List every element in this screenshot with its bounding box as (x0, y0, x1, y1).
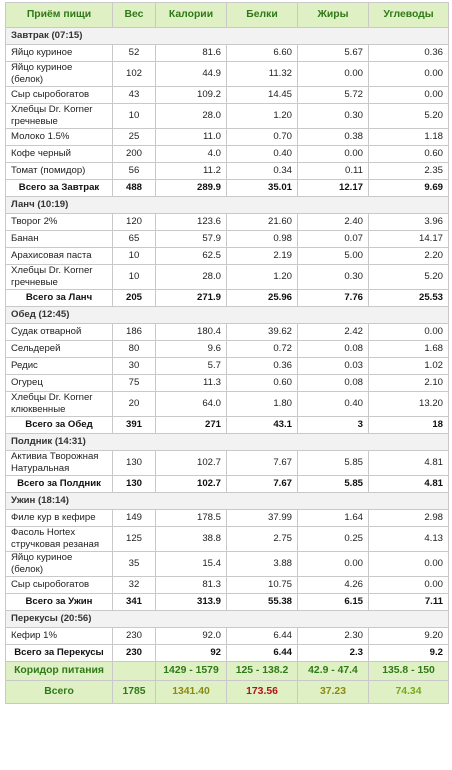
meal-total-label: Всего за Полдник (6, 476, 113, 493)
meal-total-fat: 6.15 (298, 594, 369, 611)
meal-total-label: Всего за Ужин (6, 594, 113, 611)
food-fat: 0.25 (298, 527, 369, 552)
header-carbs[interactable]: Углеводы (369, 3, 449, 28)
food-carbs: 14.17 (369, 231, 449, 248)
meal-total-weight: 205 (113, 290, 156, 307)
meal-total-row (6, 476, 449, 493)
food-fat: 5.00 (298, 248, 369, 265)
food-weight: 200 (113, 146, 156, 163)
food-calories: 178.5 (156, 510, 227, 527)
food-weight: 52 (113, 45, 156, 62)
food-weight: 35 (113, 552, 156, 577)
food-calories: 81.3 (156, 577, 227, 594)
corridor-row (6, 662, 449, 681)
food-carbs: 0.00 (369, 324, 449, 341)
food-calories: 64.0 (156, 392, 227, 417)
food-fat: 0.00 (298, 62, 369, 87)
meal-total-weight: 391 (113, 417, 156, 434)
food-weight: 125 (113, 527, 156, 552)
food-protein: 37.99 (227, 510, 298, 527)
food-calories: 123.6 (156, 214, 227, 231)
food-row[interactable] (6, 375, 449, 392)
food-protein: 2.19 (227, 248, 298, 265)
header-meal[interactable]: Приём пищи (6, 3, 113, 28)
grand-total-row (6, 681, 449, 704)
food-row[interactable] (6, 527, 449, 552)
food-name[interactable]: Кефир 1% (6, 628, 113, 645)
table-header-row (6, 3, 449, 28)
header-calories[interactable]: Калории (156, 3, 227, 28)
food-protein: 14.45 (227, 87, 298, 104)
food-name[interactable]: Редис (6, 358, 113, 375)
food-calories: 28.0 (156, 104, 227, 129)
meal-total-calories: 92 (156, 645, 227, 662)
food-name[interactable]: Хлебцы Dr. Korner клюквенные (6, 392, 113, 417)
grand-total-protein: 173.56 (227, 681, 298, 704)
food-protein: 0.40 (227, 146, 298, 163)
food-name[interactable]: Арахисовая паста (6, 248, 113, 265)
food-name[interactable]: Сельдерей (6, 341, 113, 358)
food-calories: 102.7 (156, 451, 227, 476)
food-carbs: 5.20 (369, 265, 449, 290)
meal-title: Ланч (10:19) (6, 197, 449, 214)
food-carbs: 2.35 (369, 163, 449, 180)
corridor-carbs: 135.8 - 150 (369, 662, 449, 681)
meal-total-protein: 43.1 (227, 417, 298, 434)
food-name[interactable]: Яйцо куриное (белок) (6, 62, 113, 87)
food-carbs: 4.81 (369, 451, 449, 476)
food-name[interactable]: Активиа Творожная Натуральная (6, 451, 113, 476)
food-fat: 1.64 (298, 510, 369, 527)
food-row[interactable] (6, 163, 449, 180)
food-fat: 0.38 (298, 129, 369, 146)
food-calories: 11.3 (156, 375, 227, 392)
corridor-label: Коридор питания (6, 662, 113, 681)
food-protein: 0.70 (227, 129, 298, 146)
corridor-fat: 42.9 - 47.4 (298, 662, 369, 681)
food-weight: 75 (113, 375, 156, 392)
meal-total-fat: 3 (298, 417, 369, 434)
meal-total-weight: 341 (113, 594, 156, 611)
meal-title: Ужин (18:14) (6, 493, 449, 510)
food-row[interactable] (6, 146, 449, 163)
food-row[interactable] (6, 214, 449, 231)
meal-title: Завтрак (07:15) (6, 28, 449, 45)
food-calories: 38.8 (156, 527, 227, 552)
food-carbs: 0.36 (369, 45, 449, 62)
food-protein: 1.80 (227, 392, 298, 417)
food-weight: 10 (113, 104, 156, 129)
food-carbs: 1.18 (369, 129, 449, 146)
food-protein: 1.20 (227, 104, 298, 129)
meal-total-protein: 6.44 (227, 645, 298, 662)
food-fat: 5.72 (298, 87, 369, 104)
food-name[interactable]: Томат (помидор) (6, 163, 113, 180)
meal-title: Обед (12:45) (6, 307, 449, 324)
food-name[interactable]: Яйцо куриное (6, 45, 113, 62)
meal-total-row (6, 417, 449, 434)
meal-total-row (6, 645, 449, 662)
meal-total-protein: 35.01 (227, 180, 298, 197)
corridor-protein: 125 - 138.2 (227, 662, 298, 681)
food-fat: 0.00 (298, 552, 369, 577)
food-calories: 11.2 (156, 163, 227, 180)
food-row[interactable] (6, 87, 449, 104)
corridor-calories: 1429 - 1579 (156, 662, 227, 681)
food-fat: 4.26 (298, 577, 369, 594)
food-weight: 102 (113, 62, 156, 87)
food-calories: 44.9 (156, 62, 227, 87)
food-protein: 1.20 (227, 265, 298, 290)
meal-total-label: Всего за Обед (6, 417, 113, 434)
food-weight: 32 (113, 577, 156, 594)
food-row[interactable] (6, 129, 449, 146)
food-carbs: 2.20 (369, 248, 449, 265)
food-name[interactable]: Банан (6, 231, 113, 248)
food-weight: 120 (113, 214, 156, 231)
food-carbs: 0.00 (369, 87, 449, 104)
food-weight: 43 (113, 87, 156, 104)
food-row[interactable] (6, 324, 449, 341)
header-weight[interactable]: Вес (113, 3, 156, 28)
food-fat: 0.30 (298, 265, 369, 290)
food-weight: 25 (113, 129, 156, 146)
meal-total-protein: 55.38 (227, 594, 298, 611)
meal-total-fat: 5.85 (298, 476, 369, 493)
food-row[interactable] (6, 577, 449, 594)
food-name[interactable]: Фасоль Hortex стручковая резаная (6, 527, 113, 552)
food-calories: 5.7 (156, 358, 227, 375)
food-protein: 0.60 (227, 375, 298, 392)
food-weight: 20 (113, 392, 156, 417)
food-calories: 57.9 (156, 231, 227, 248)
food-weight: 30 (113, 358, 156, 375)
meal-total-label: Всего за Перекусы (6, 645, 113, 662)
food-protein: 11.32 (227, 62, 298, 87)
food-carbs: 0.00 (369, 577, 449, 594)
food-row[interactable] (6, 104, 449, 129)
food-protein: 0.34 (227, 163, 298, 180)
food-calories: 180.4 (156, 324, 227, 341)
food-name[interactable]: Молоко 1.5% (6, 129, 113, 146)
food-row[interactable] (6, 628, 449, 645)
food-calories: 4.0 (156, 146, 227, 163)
food-calories: 11.0 (156, 129, 227, 146)
meal-title: Полдник (14:31) (6, 434, 449, 451)
food-protein: 39.62 (227, 324, 298, 341)
table-body (6, 28, 449, 662)
food-weight: 80 (113, 341, 156, 358)
food-carbs: 3.96 (369, 214, 449, 231)
food-protein: 10.75 (227, 577, 298, 594)
food-name[interactable]: Кофе черный (6, 146, 113, 163)
food-carbs: 13.20 (369, 392, 449, 417)
meal-total-carbs: 7.11 (369, 594, 449, 611)
food-fat: 0.03 (298, 358, 369, 375)
food-fat: 0.08 (298, 375, 369, 392)
meal-total-weight: 130 (113, 476, 156, 493)
meal-total-label: Всего за Завтрак (6, 180, 113, 197)
food-protein: 6.44 (227, 628, 298, 645)
meal-total-protein: 7.67 (227, 476, 298, 493)
meal-header-row (6, 307, 449, 324)
food-row[interactable] (6, 45, 449, 62)
food-carbs: 9.20 (369, 628, 449, 645)
food-carbs: 0.60 (369, 146, 449, 163)
meal-total-calories: 102.7 (156, 476, 227, 493)
food-calories: 15.4 (156, 552, 227, 577)
food-protein: 21.60 (227, 214, 298, 231)
food-fat: 5.67 (298, 45, 369, 62)
food-carbs: 1.02 (369, 358, 449, 375)
food-carbs: 2.10 (369, 375, 449, 392)
food-name[interactable]: Творог 2% (6, 214, 113, 231)
food-weight: 56 (113, 163, 156, 180)
food-name[interactable]: Судак отварной (6, 324, 113, 341)
food-carbs: 0.00 (369, 62, 449, 87)
food-row[interactable] (6, 341, 449, 358)
meal-total-fat: 7.76 (298, 290, 369, 307)
meal-total-label: Всего за Ланч (6, 290, 113, 307)
food-weight: 149 (113, 510, 156, 527)
meal-total-calories: 271.9 (156, 290, 227, 307)
food-weight: 10 (113, 248, 156, 265)
food-calories: 109.2 (156, 87, 227, 104)
food-fat: 2.30 (298, 628, 369, 645)
food-row[interactable] (6, 392, 449, 417)
food-name[interactable]: Сыр сыробогатов (6, 577, 113, 594)
grand-total-carbs: 74.34 (369, 681, 449, 704)
food-protein: 2.75 (227, 527, 298, 552)
food-row[interactable] (6, 62, 449, 87)
food-carbs: 5.20 (369, 104, 449, 129)
food-protein: 0.36 (227, 358, 298, 375)
meal-header-row (6, 611, 449, 628)
food-fat: 0.08 (298, 341, 369, 358)
food-protein: 3.88 (227, 552, 298, 577)
food-row[interactable] (6, 510, 449, 527)
food-calories: 28.0 (156, 265, 227, 290)
meal-total-carbs: 18 (369, 417, 449, 434)
meal-total-row (6, 290, 449, 307)
food-name[interactable]: Хлебцы Dr. Korner гречневые (6, 265, 113, 290)
food-row[interactable] (6, 451, 449, 476)
food-fat: 0.00 (298, 146, 369, 163)
food-weight: 230 (113, 628, 156, 645)
meal-total-row (6, 594, 449, 611)
food-fat: 0.07 (298, 231, 369, 248)
food-fat: 0.30 (298, 104, 369, 129)
food-carbs: 2.98 (369, 510, 449, 527)
food-row[interactable] (6, 231, 449, 248)
food-row[interactable] (6, 265, 449, 290)
food-calories: 62.5 (156, 248, 227, 265)
meal-total-calories: 289.9 (156, 180, 227, 197)
food-calories: 9.6 (156, 341, 227, 358)
food-fat: 0.11 (298, 163, 369, 180)
grand-total-calories: 1341.40 (156, 681, 227, 704)
food-weight: 130 (113, 451, 156, 476)
food-fat: 2.42 (298, 324, 369, 341)
food-carbs: 4.13 (369, 527, 449, 552)
food-name[interactable]: Сыр сыробогатов (6, 87, 113, 104)
grand-total-fat: 37.23 (298, 681, 369, 704)
meal-header-row (6, 493, 449, 510)
meal-total-row (6, 180, 449, 197)
meal-header-row (6, 434, 449, 451)
meal-total-weight: 488 (113, 180, 156, 197)
meal-total-calories: 271 (156, 417, 227, 434)
food-protein: 0.98 (227, 231, 298, 248)
food-carbs: 1.68 (369, 341, 449, 358)
food-name[interactable]: Яйцо куриное (белок) (6, 552, 113, 577)
meal-total-calories: 313.9 (156, 594, 227, 611)
food-weight: 65 (113, 231, 156, 248)
food-row[interactable] (6, 552, 449, 577)
food-weight: 10 (113, 265, 156, 290)
meal-total-carbs: 25.53 (369, 290, 449, 307)
food-fat: 5.85 (298, 451, 369, 476)
header-protein[interactable]: Белки (227, 3, 298, 28)
food-row[interactable] (6, 248, 449, 265)
food-calories: 92.0 (156, 628, 227, 645)
meal-total-weight: 230 (113, 645, 156, 662)
meal-header-row (6, 28, 449, 45)
food-protein: 6.60 (227, 45, 298, 62)
meal-total-carbs: 9.2 (369, 645, 449, 662)
meal-total-fat: 12.17 (298, 180, 369, 197)
food-name[interactable]: Филе кур в кефире (6, 510, 113, 527)
food-name[interactable]: Огурец (6, 375, 113, 392)
food-protein: 7.67 (227, 451, 298, 476)
corridor-weight (113, 662, 156, 681)
meal-total-protein: 25.96 (227, 290, 298, 307)
meal-header-row (6, 197, 449, 214)
food-protein: 0.72 (227, 341, 298, 358)
header-fat[interactable]: Жиры (298, 3, 369, 28)
grand-total-label: Всего (6, 681, 113, 704)
food-carbs: 0.00 (369, 552, 449, 577)
food-fat: 0.40 (298, 392, 369, 417)
nutrition-table (5, 2, 449, 704)
food-weight: 186 (113, 324, 156, 341)
grand-total-weight: 1785 (113, 681, 156, 704)
food-row[interactable] (6, 358, 449, 375)
meal-total-fat: 2.3 (298, 645, 369, 662)
food-calories: 81.6 (156, 45, 227, 62)
meal-title: Перекусы (20:56) (6, 611, 449, 628)
food-name[interactable]: Хлебцы Dr. Korner гречневые (6, 104, 113, 129)
meal-total-carbs: 4.81 (369, 476, 449, 493)
meal-total-carbs: 9.69 (369, 180, 449, 197)
food-fat: 2.40 (298, 214, 369, 231)
